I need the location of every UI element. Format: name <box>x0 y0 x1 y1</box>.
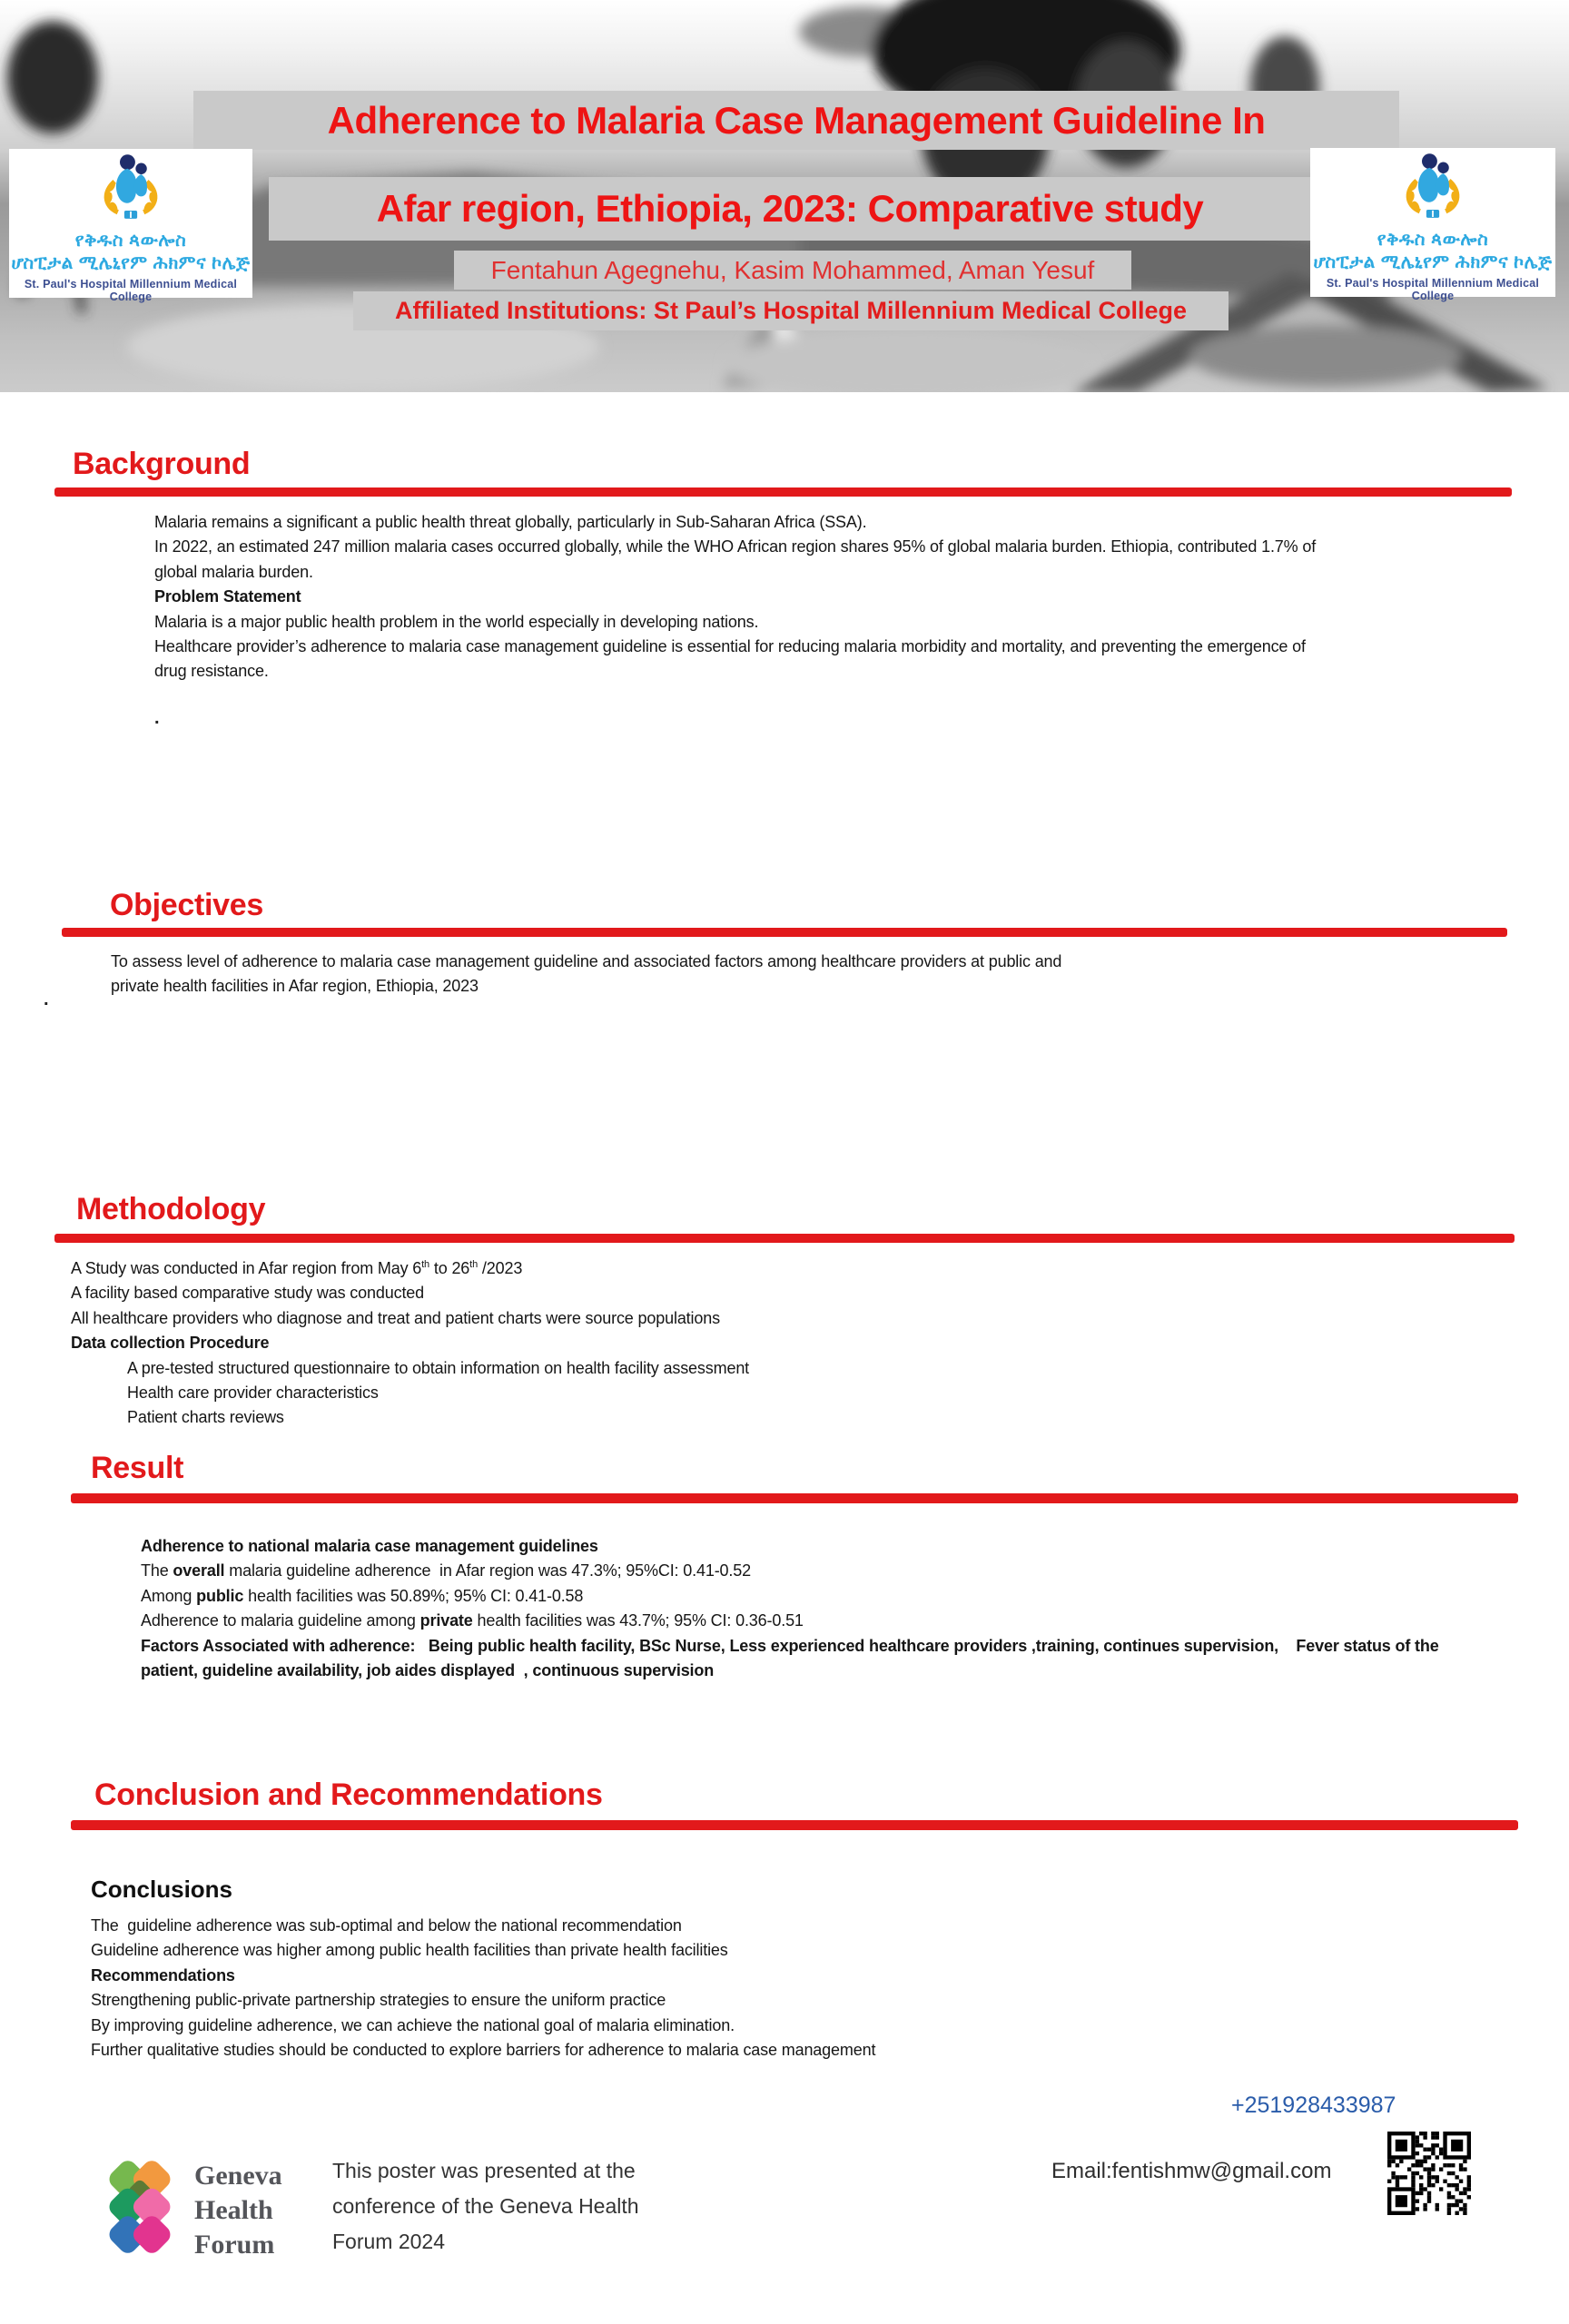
geneva-health-forum-wordmark <box>194 2159 282 2262</box>
text-line: Health care provider characteristics <box>127 1384 379 1403</box>
text-line: Geneva <box>194 2161 282 2191</box>
text-line: Data collection Procedure <box>71 1334 270 1353</box>
logo-amharic-line1: የቅዱስ ጳውሎስ <box>74 231 187 251</box>
conclusion-body <box>91 1914 875 2063</box>
result-underline <box>71 1493 1518 1503</box>
result-heading: Result <box>91 1451 184 1485</box>
text-line: Recommendations <box>91 1965 235 1984</box>
result-body <box>141 1534 1439 1683</box>
background-body <box>154 510 1316 684</box>
text-line: Strengthening public-private partnership strategies to ensure the uniform practice <box>91 1991 666 2010</box>
text-line: The overall malaria guideline adherence in Afar region was 47.3%; 95%CI: 0.41-0.52 <box>141 1561 751 1581</box>
authors-banner: Fentahun Agegnehu, Kasim Mohammed, Aman Yesuf <box>454 251 1131 290</box>
methodology-body <box>71 1253 749 1431</box>
objectives-body <box>111 950 1061 1000</box>
background-heading: Background <box>73 447 251 481</box>
text-line: All healthcare providers who diagnose and treat and patient charts were source populations <box>71 1308 720 1327</box>
text-line: Guideline adherence was higher among public health facilities than private health facilities <box>91 1941 728 1960</box>
text-line: To assess level of adherence to malaria case management guideline and associated factors among healthcare providers at public and <box>111 952 1062 970</box>
conclusions-subheading: Conclusions <box>91 1876 233 1903</box>
stpaul-emblem-icon <box>1387 152 1478 224</box>
methodology-underline <box>54 1234 1515 1243</box>
text-line: This poster was presented at the <box>332 2159 636 2182</box>
text-line: Adherence to malaria guideline among private health facilities was 43.7%; 95% CI: 0.36-0.51 <box>141 1611 804 1630</box>
text-line: A Study was conducted in Afar region from May 6th to 26th /2023 <box>71 1259 523 1277</box>
text-line: Forum 2024 <box>332 2230 446 2253</box>
methodology-heading: Methodology <box>76 1192 266 1226</box>
objectives-underline <box>62 928 1507 937</box>
text-line: Among public health facilities was 50.89%; 95% CI: 0.41-0.58 <box>141 1586 584 1605</box>
contact-email: Email:fentishmw@gmail.com <box>1051 2159 1332 2183</box>
affiliation-banner: Affiliated Institutions: St Paul’s Hospital Millennium Medical College <box>353 291 1229 330</box>
text-line: Forum <box>194 2230 275 2260</box>
text-line: drug resistance. <box>154 662 269 681</box>
qr-code <box>1387 2132 1471 2215</box>
logo-amharic-line2: ሆስፒታል ሚሌኒየም ሕክምና ኮሌጅ <box>1313 252 1553 272</box>
conclusion-heading: Conclusion and Recommendations <box>94 1777 603 1812</box>
objectives-heading: Objectives <box>110 888 263 922</box>
text-line: By improving guideline adherence, we can achieve the national goal of malaria elimination. <box>91 2015 735 2034</box>
text-line: Healthcare provider’s adherence to malaria case management guideline is essential for reducing malaria morbidity and mortality, and preventing the emergence of <box>154 637 1306 656</box>
logo-english-name: St. Paul's Hospital Millennium Medical College <box>1326 277 1540 302</box>
title-banner-line2: Afar region, Ethiopia, 2023: Comparative study <box>269 177 1311 241</box>
text-line: global malaria burden. <box>154 562 313 581</box>
text-line: In 2022, an estimated 247 million malaria cases occurred globally, while the WHO African region shares 95% of global malaria burden. Ethiopia, contributed 1.7% of <box>154 537 1317 556</box>
text-line: Health <box>194 2195 273 2225</box>
text-line: The guideline adherence was sub-optimal and below the national recommendation <box>91 1916 682 1935</box>
text-line: Problem Statement <box>154 587 301 606</box>
presented-note <box>332 2153 639 2260</box>
text-line: A facility based comparative study was conducted <box>71 1284 425 1303</box>
logo-amharic-line1: የቅዱስ ጳውሎስ <box>1377 230 1489 250</box>
stpaul-emblem-icon <box>85 153 176 225</box>
stray-dot: . <box>44 990 49 1009</box>
conclusion-underline <box>71 1820 1518 1830</box>
geneva-health-forum-logo-icon <box>100 2153 182 2262</box>
text-line: A pre-tested structured questionnaire to obtain information on health facility assessment <box>127 1358 750 1377</box>
title-banner-line1: Adherence to Malaria Case Management Guideline In <box>193 91 1399 150</box>
text-line: Factors Associated with adherence: Being public health facility, BSc Nurse, Less experienced healthcare providers ,training, continues supervision, Fever status of the <box>141 1636 1439 1655</box>
text-line: Adherence to national malaria case management guidelines <box>141 1537 598 1555</box>
institution-logo-left <box>9 149 252 303</box>
logo-english-name: St. Paul's Hospital Millennium Medical College <box>24 278 238 303</box>
text-line: patient, guideline availability, job aides displayed , continuous supervision <box>141 1661 715 1680</box>
text-line: conference of the Geneva Health <box>332 2194 639 2218</box>
text-line: Malaria remains a significant a public health threat globally, particularly in Sub-Saharan Africa (SSA). <box>154 513 867 531</box>
text-line: Further qualitative studies should be conducted to explore barriers for adherence to malaria case management <box>91 2041 876 2060</box>
background-underline <box>54 487 1512 497</box>
stray-dot: . <box>154 708 160 728</box>
text-line: Patient charts reviews <box>127 1408 284 1427</box>
text-line: Malaria is a major public health problem in the world especially in developing nations. <box>154 612 759 631</box>
contact-phone: +251928433987 <box>1231 2093 1396 2118</box>
text-line: private health facilities in Afar region, Ethiopia, 2023 <box>111 977 479 996</box>
logo-amharic-line2: ሆስፒታል ሚሌኒየም ሕክምና ኮሌጅ <box>11 253 251 273</box>
institution-logo-right <box>1310 148 1555 302</box>
